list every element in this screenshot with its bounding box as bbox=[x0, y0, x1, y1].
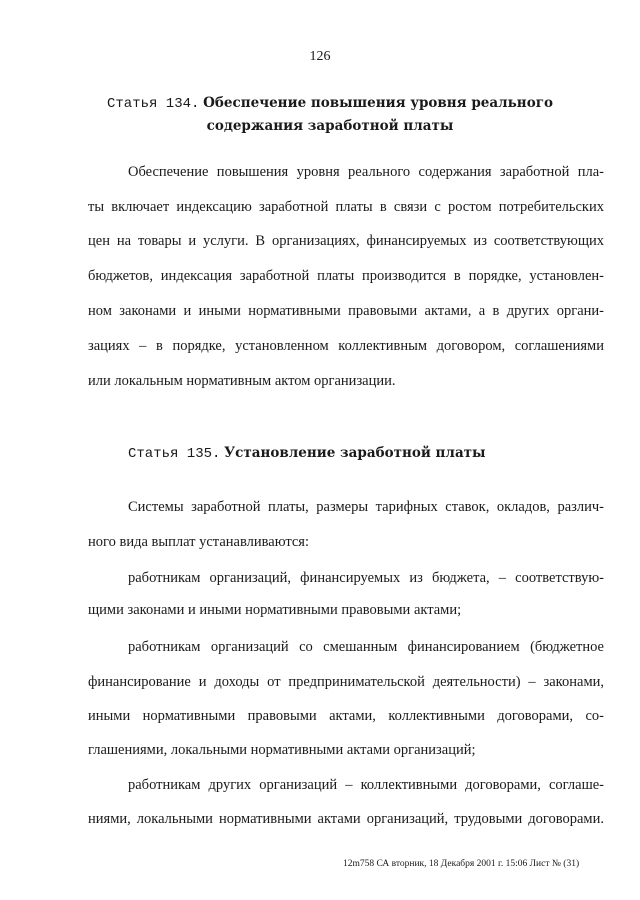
article-135-text-line: щими законами и иными нормативными правовыми актами; bbox=[88, 602, 462, 618]
article-135-text-line: ного вида выплат устанавливаются: bbox=[88, 534, 309, 550]
article-135-text-line: иными нормативными правовыми актами, коллективными договорами, со- bbox=[88, 708, 604, 724]
article-134-heading bbox=[70, 92, 590, 137]
article-135-text-line: работникам организаций, финансируемых из бюджета, – соответствую- bbox=[128, 570, 604, 586]
article-134-title-line2: содержания заработной платы bbox=[206, 118, 454, 134]
article-134-text-line: ном законами и иными нормативными правовыми актами, а в других органи- bbox=[88, 303, 604, 319]
article-134-text-line: бюджетов, индексация заработной платы производится в порядке, установлен- bbox=[88, 268, 604, 284]
article-135-text-line: ниями, локальными нормативными актами организаций, трудовыми договорами. bbox=[88, 811, 604, 827]
article-134-text-line: зациях – в порядке, установленном коллективным договором, соглашениями bbox=[88, 338, 604, 354]
article-135-text-line: глашениями, локальными нормативными актами организаций; bbox=[88, 742, 476, 758]
page-number: 126 bbox=[309, 49, 331, 64]
article-135-text-line: работникам других организаций – коллективными договорами, соглаше- bbox=[128, 777, 604, 793]
article-135-text-line: Системы заработной платы, размеры тарифных ставок, окладов, различ- bbox=[128, 499, 604, 515]
article-134-text-line: цен на товары и услуги. В организациях, финансируемых из соответствующих bbox=[88, 233, 604, 249]
document-footer: 12m758 СА вторник, 18 Декабря 2001 г. 15:06 Лист № (31) bbox=[343, 859, 580, 869]
article-134-text-line: Обеспечение повышения уровня реального содержания заработной пла- bbox=[128, 164, 604, 180]
article-134-label: Статья 134. bbox=[107, 96, 200, 112]
article-134-text-line: ты включает индексацию заработной платы в связи с ростом потребительских bbox=[88, 199, 604, 215]
article-135-heading bbox=[128, 442, 588, 465]
article-135-text-line: работникам организаций со смешанным финансированием (бюджетное bbox=[128, 639, 604, 655]
article-134-title-line1: Обеспечение повышения уровня реального bbox=[203, 95, 553, 111]
article-135-text-line: финансирование и доходы от предпринимательской деятельности) – законами, bbox=[88, 674, 604, 690]
article-135-title: Установление заработной платы bbox=[224, 445, 486, 461]
article-134-text-line: или локальным нормативным актом организации. bbox=[88, 373, 396, 389]
article-135-label: Статья 135. bbox=[128, 446, 221, 462]
